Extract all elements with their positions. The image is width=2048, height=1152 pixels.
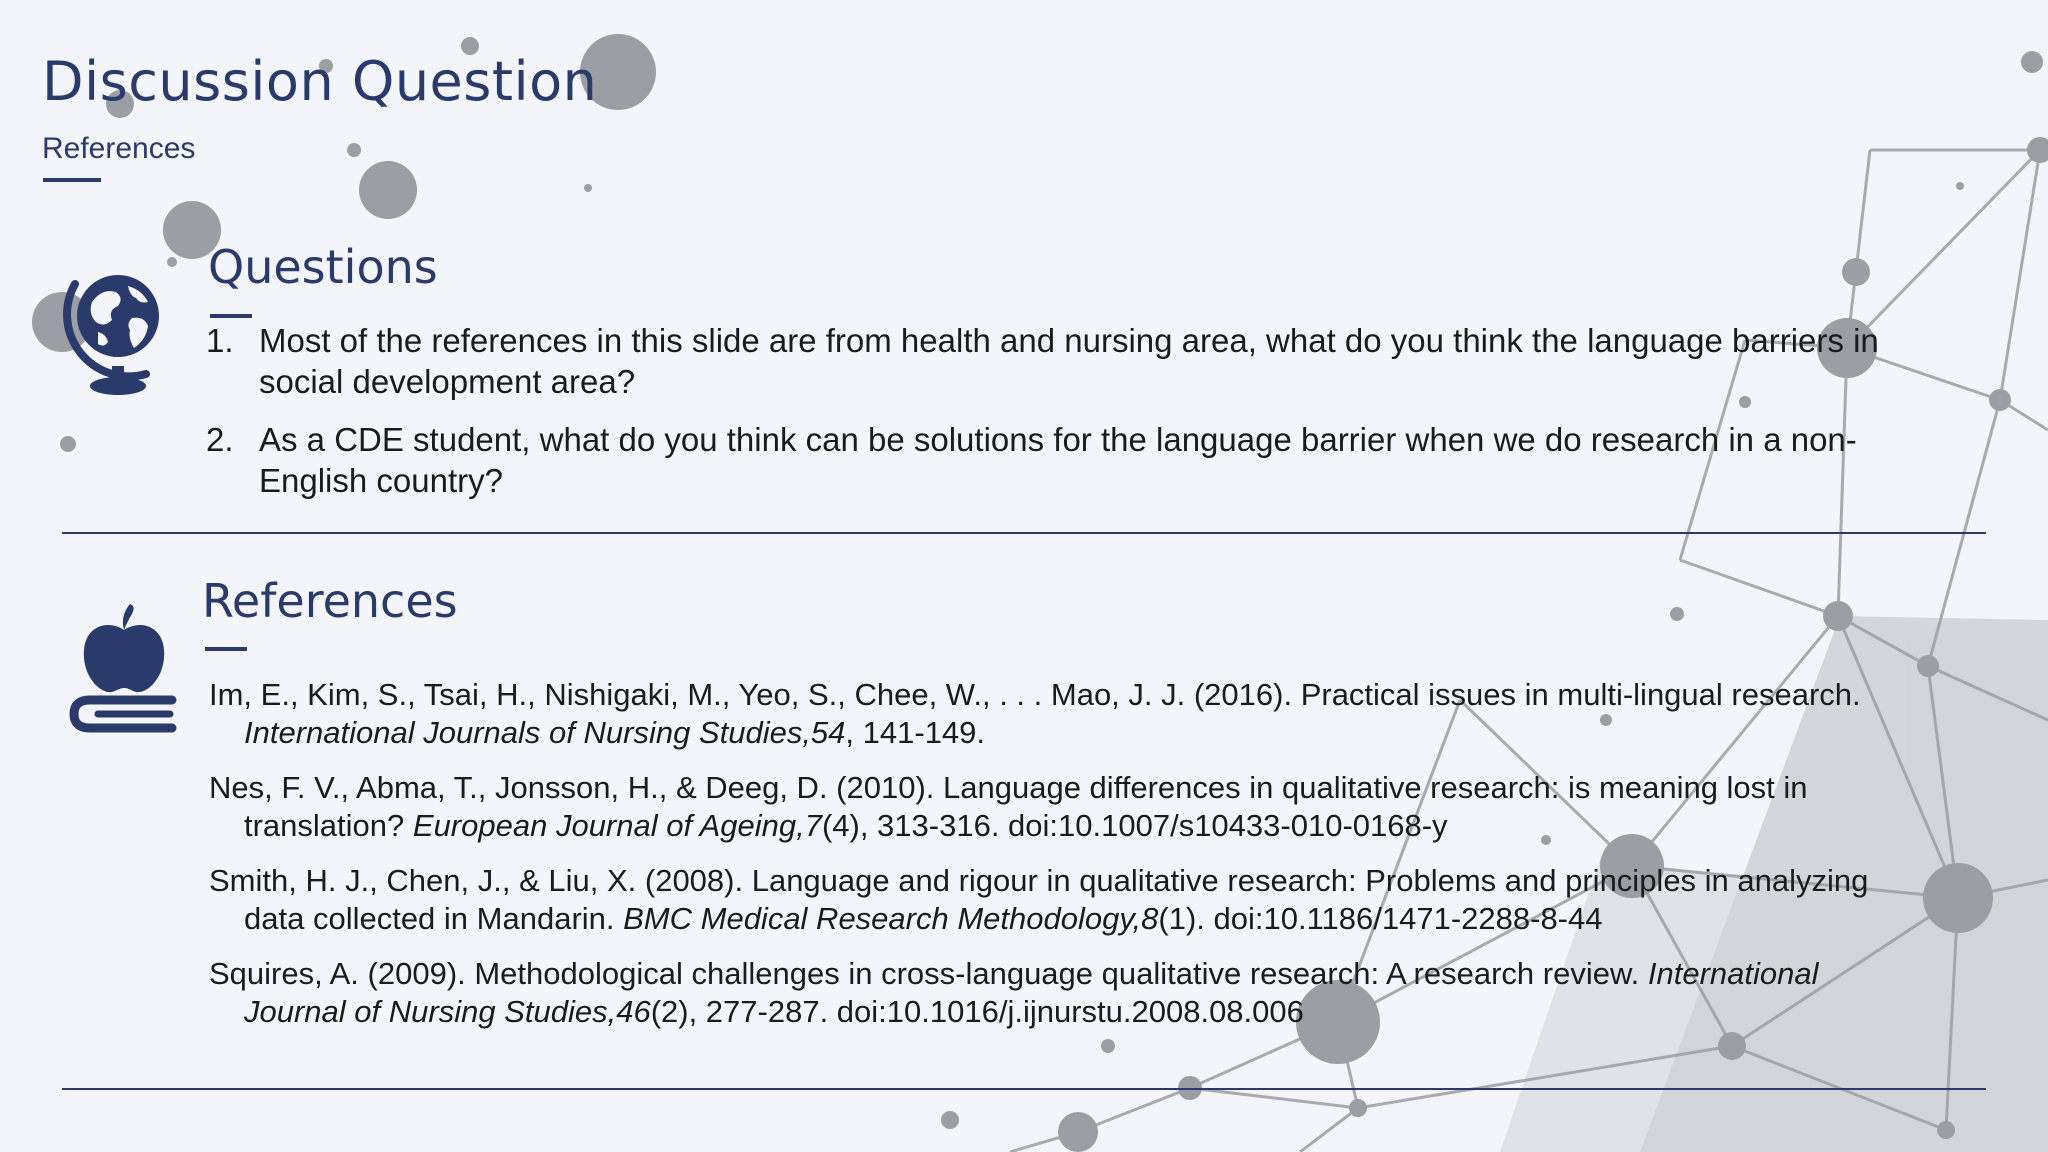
list-item bbox=[206, 419, 1936, 501]
reference-authors: Smith, H. J., Chen, J., & Liu, X. (2008). Language and rigour in qualitative research: Problems and principles in analyzing data collected in Mandarin. bbox=[209, 863, 1869, 936]
reference-journal: International Journals of Nursing Studies,54 bbox=[244, 715, 846, 750]
questions-heading: Questions bbox=[208, 240, 438, 294]
list-item-text: As a CDE student, what do you think can be solutions for the language barrier when we do research in a non-English country? bbox=[259, 421, 1857, 499]
globe-icon bbox=[28, 262, 178, 398]
questions-heading-underline bbox=[210, 314, 252, 318]
reference-item bbox=[209, 769, 1869, 845]
list-item-text: Most of the references in this slide are from health and nursing area, what do you think the language barriers in social development area? bbox=[259, 322, 1879, 400]
references-list bbox=[209, 676, 1869, 1048]
references-heading: References bbox=[202, 574, 458, 628]
reference-authors: Nes, F. V., Abma, T., Jonsson, H., & Deeg, D. (2010). Language differences in qualitative research: is meaning lost in translation? bbox=[209, 770, 1808, 843]
page-subtitle: References bbox=[42, 132, 196, 165]
list-item bbox=[206, 320, 1936, 402]
reference-journal: European Journal of Ageing,7 bbox=[412, 808, 822, 843]
reference-details: (4), 313-316. doi:10.1007/s10433-010-0168-y bbox=[821, 808, 1448, 843]
reference-authors: Im, E., Kim, S., Tsai, H., Nishigaki, M., Yeo, S., Chee, W., . . . Mao, J. J. (2016). Practical issues in multi-lingual research. bbox=[209, 677, 1861, 712]
reference-item bbox=[209, 955, 1869, 1031]
page-title: Discussion Question bbox=[42, 50, 598, 113]
apple-on-book-icon bbox=[66, 600, 182, 736]
reference-details: (2), 277-287. doi:10.1016/j.ijnurstu.2008.08.006 bbox=[650, 994, 1304, 1029]
reference-details: (1). doi:10.1186/1471-2288-8-44 bbox=[1158, 901, 1603, 936]
reference-journal: International Journal of Nursing Studies,46 bbox=[244, 956, 1819, 1029]
reference-item bbox=[209, 676, 1869, 752]
reference-details: , 141-149. bbox=[845, 715, 986, 750]
section-divider bbox=[62, 532, 1986, 534]
section-divider bbox=[62, 1088, 1986, 1090]
list-item-number: 2. bbox=[206, 421, 234, 458]
questions-list bbox=[206, 320, 1936, 518]
subtitle-underline bbox=[43, 178, 101, 182]
reference-authors: Squires, A. (2009). Methodological challenges in cross-language qualitative research: A research review. bbox=[209, 956, 1648, 991]
references-heading-underline bbox=[205, 647, 247, 651]
reference-journal: BMC Medical Research Methodology,8 bbox=[623, 901, 1159, 936]
reference-item bbox=[209, 862, 1869, 938]
list-item-number: 1. bbox=[206, 322, 234, 359]
